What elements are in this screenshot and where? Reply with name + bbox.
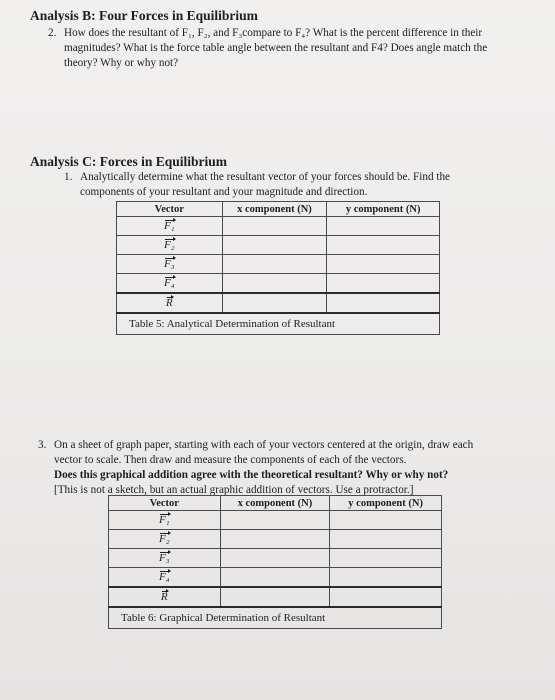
table-header-vector: Vector [117, 202, 223, 217]
table-row [117, 236, 440, 255]
y-cell[interactable] [327, 274, 440, 294]
table-row [117, 255, 440, 274]
x-cell[interactable] [222, 274, 327, 294]
question-3-line: [This is not a sketch, but an actual graphic addition of vectors. Use a protractor.] [54, 484, 414, 496]
table-row [109, 530, 442, 549]
x-cell[interactable] [222, 255, 327, 274]
table-header-y-component: y component (N) [327, 202, 440, 217]
table-row [117, 274, 440, 294]
vector-label: F₃ [159, 552, 170, 564]
y-cell[interactable] [330, 568, 442, 588]
table-6 [108, 495, 442, 629]
x-cell[interactable] [220, 511, 330, 530]
y-cell[interactable] [327, 255, 440, 274]
vector-label: F₄ [164, 277, 175, 289]
table-6-caption: Table 6: Graphical Determination of Resultant [109, 607, 442, 629]
table-row [109, 511, 442, 530]
x-cell[interactable] [220, 587, 330, 607]
question-1-line: Analytically determine what the resultant vector of your forces should be. Find the [80, 171, 451, 183]
table-6-caption-row [109, 607, 442, 629]
question-2-line: magnitudes? What is the force table angle between the resultant and F4? Does angle match the [64, 42, 488, 54]
x-cell[interactable] [222, 217, 327, 236]
x-cell[interactable] [220, 568, 330, 588]
vector-label: F₂ [164, 239, 175, 251]
analysis-b-heading: Analysis B: Four Forces in Equilibrium [30, 8, 258, 23]
vector-label: R [160, 591, 168, 603]
table-row [109, 549, 442, 568]
table-row [109, 587, 442, 607]
y-cell[interactable] [327, 293, 440, 313]
table-header-y-component: y component (N) [330, 496, 442, 511]
vector-label: F₃ [164, 258, 175, 270]
x-cell[interactable] [222, 236, 327, 255]
x-cell[interactable] [220, 549, 330, 568]
table-5-caption: Table 5: Analytical Determination of Resultant [117, 313, 440, 335]
question-1 [64, 170, 500, 200]
question-1-line: components of your resultant and your magnitude and direction. [80, 186, 368, 198]
x-cell[interactable] [220, 530, 330, 549]
question-2 [48, 26, 534, 71]
question-2-line: theory? Why or why not? [64, 57, 179, 69]
table-5 [116, 201, 440, 335]
question-2-line: How does the resultant of F₁, F₂, and F₃compare to F₄? What is the percent difference in their [64, 27, 483, 39]
question-3-line: On a sheet of graph paper, starting with each of your vectors centered at the origin, draw each [54, 439, 474, 451]
table-row [117, 217, 440, 236]
table-header-x-component: x component (N) [220, 496, 330, 511]
analysis-c-heading: Analysis C: Forces in Equilibrium [30, 154, 228, 169]
y-cell[interactable] [327, 236, 440, 255]
question-3 [38, 438, 534, 498]
vector-label: F₁ [159, 514, 170, 526]
question-2-number: 2. [48, 27, 57, 39]
y-cell[interactable] [330, 511, 442, 530]
question-3-line: Does this graphical addition agree with the theoretical resultant? Why or why not? [54, 469, 449, 481]
vector-label: R [165, 297, 173, 309]
table-header-vector: Vector [109, 496, 221, 511]
vector-label: F₄ [159, 571, 170, 583]
table-header-x-component: x component (N) [222, 202, 327, 217]
y-cell[interactable] [330, 530, 442, 549]
question-3-line: vector to scale. Then draw and measure the components of each of the vectors. [54, 454, 407, 466]
table-5-caption-row [117, 313, 440, 335]
question-3-number: 3. [38, 439, 47, 451]
y-cell[interactable] [327, 217, 440, 236]
y-cell[interactable] [330, 549, 442, 568]
vector-label: F₂ [159, 533, 170, 545]
table-5-header-row [117, 202, 440, 217]
y-cell[interactable] [330, 587, 442, 607]
table-6-header-row [109, 496, 442, 511]
table-row [109, 568, 442, 588]
question-1-number: 1. [64, 171, 73, 183]
x-cell[interactable] [222, 293, 327, 313]
vector-label: F₁ [164, 220, 175, 232]
table-row [117, 293, 440, 313]
